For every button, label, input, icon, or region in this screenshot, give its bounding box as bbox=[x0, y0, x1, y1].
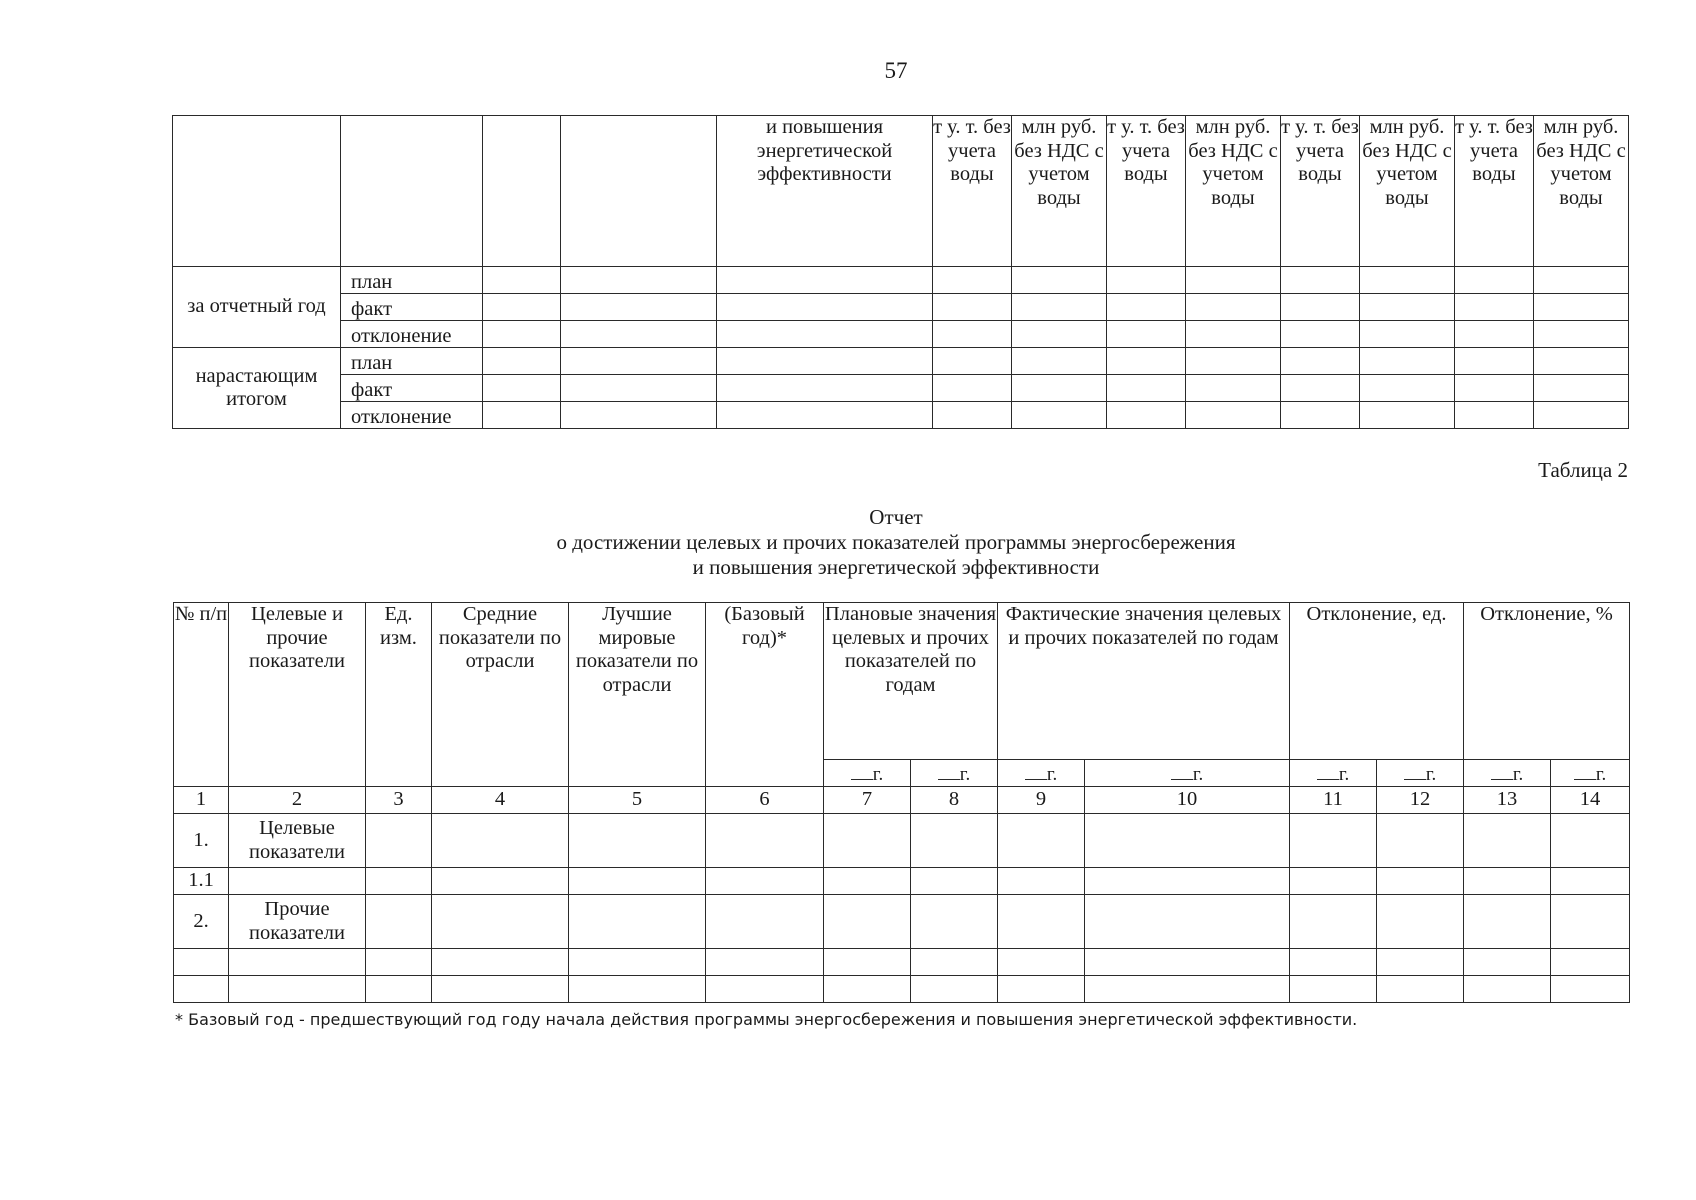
unit-cell: т у. т. без учета воды bbox=[1455, 116, 1534, 267]
year-cell: г. bbox=[998, 760, 1085, 787]
header-num: № п/п bbox=[174, 603, 229, 787]
year-cell: г. bbox=[911, 760, 998, 787]
unit-cell: млн руб. без НДС с учетом воды bbox=[1186, 116, 1281, 267]
header-actual: Фактические значения целевых и прочих показателей по годам bbox=[998, 603, 1290, 760]
table-row bbox=[174, 814, 1630, 868]
group-label-cumulative: нарастающим итогом bbox=[173, 348, 341, 429]
header-avg-industry: Средние показатели по отрасли bbox=[432, 603, 569, 787]
table-row bbox=[174, 895, 1630, 949]
row-label-fact: факт bbox=[341, 375, 483, 402]
row-label-deviation: отклонение bbox=[341, 321, 483, 348]
column-number: 2 bbox=[229, 787, 366, 814]
header-indicators: Целевые и прочие показатели bbox=[229, 603, 366, 787]
unit-cell: т у. т. без учета воды bbox=[1281, 116, 1360, 267]
table-row bbox=[174, 976, 1630, 1003]
table-row bbox=[174, 868, 1630, 895]
indicators-table bbox=[173, 602, 1630, 1003]
table-row bbox=[173, 267, 1629, 294]
header-deviation-percent: Отклонение, % bbox=[1464, 603, 1630, 760]
unit-cell: млн руб. без НДС с учетом воды bbox=[1012, 116, 1107, 267]
row-number: 1.1 bbox=[174, 868, 229, 895]
header-unit: Ед. изм. bbox=[366, 603, 432, 787]
page-number: 57 bbox=[884, 58, 908, 83]
table-row bbox=[173, 348, 1629, 375]
column-number: 4 bbox=[432, 787, 569, 814]
unit-cell: млн руб. без НДС с учетом воды bbox=[1534, 116, 1629, 267]
row-label-plan: план bbox=[341, 267, 483, 294]
column-number: 8 bbox=[911, 787, 998, 814]
year-cell: г. bbox=[1464, 760, 1551, 787]
year-cell: г. bbox=[824, 760, 911, 787]
table-caption: Таблица 2 bbox=[1538, 458, 1628, 482]
column-number: 14 bbox=[1551, 787, 1630, 814]
table-row bbox=[174, 949, 1630, 976]
header-best-world: Лучшие мировые показатели по отрасли bbox=[569, 603, 706, 787]
row-label: Целевые показатели bbox=[229, 814, 366, 868]
header-base-year: (Базовый год)* bbox=[706, 603, 824, 787]
table-row bbox=[173, 321, 1629, 348]
header-cell: и повышения энергетической эффективности bbox=[717, 116, 933, 267]
table-row bbox=[173, 402, 1629, 429]
year-cell: г. bbox=[1377, 760, 1464, 787]
column-number: 9 bbox=[998, 787, 1085, 814]
column-number: 12 bbox=[1377, 787, 1464, 814]
table-row bbox=[173, 294, 1629, 321]
row-label-plan: план bbox=[341, 348, 483, 375]
table-header-row bbox=[174, 603, 1630, 760]
row-number: 1. bbox=[174, 814, 229, 868]
group-label-reporting-year: за отчетный год bbox=[173, 267, 341, 348]
row-number bbox=[174, 976, 229, 1003]
unit-cell: т у. т. без учета воды bbox=[1107, 116, 1186, 267]
column-number: 3 bbox=[366, 787, 432, 814]
row-label-deviation: отклонение bbox=[341, 402, 483, 429]
header-planned: Плановые значения целевых и прочих показателей по годам bbox=[824, 603, 998, 760]
table-row bbox=[173, 375, 1629, 402]
column-number: 10 bbox=[1085, 787, 1290, 814]
year-cell: г. bbox=[1290, 760, 1377, 787]
header-deviation-units: Отклонение, ед. bbox=[1290, 603, 1464, 760]
column-number: 5 bbox=[569, 787, 706, 814]
row-label bbox=[229, 949, 366, 976]
report-title: Отчет bbox=[869, 505, 923, 529]
continuation-table bbox=[172, 115, 1629, 429]
table-header-row bbox=[173, 116, 1629, 267]
row-label bbox=[229, 976, 366, 1003]
row-label bbox=[229, 868, 366, 895]
column-number: 6 bbox=[706, 787, 824, 814]
column-number: 7 bbox=[824, 787, 911, 814]
column-number: 1 bbox=[174, 787, 229, 814]
footnote: * Базовый год - предшествующий год году начала действия программы энергосбережения и повышения энергетической эффективности. bbox=[175, 1010, 1358, 1029]
row-number: 2. bbox=[174, 895, 229, 949]
row-label: Прочие показатели bbox=[229, 895, 366, 949]
column-number: 11 bbox=[1290, 787, 1377, 814]
row-number bbox=[174, 949, 229, 976]
column-number-row bbox=[174, 787, 1630, 814]
unit-cell: млн руб. без НДС с учетом воды bbox=[1360, 116, 1455, 267]
unit-cell: т у. т. без учета воды bbox=[933, 116, 1012, 267]
report-subtitle-line: о достижении целевых и прочих показателей программы энергосбережения bbox=[556, 530, 1236, 554]
year-cell: г. bbox=[1551, 760, 1630, 787]
year-cell: г. bbox=[1085, 760, 1290, 787]
column-number: 13 bbox=[1464, 787, 1551, 814]
row-label-fact: факт bbox=[341, 294, 483, 321]
report-subtitle-line: и повышения энергетической эффективности bbox=[692, 555, 1100, 579]
